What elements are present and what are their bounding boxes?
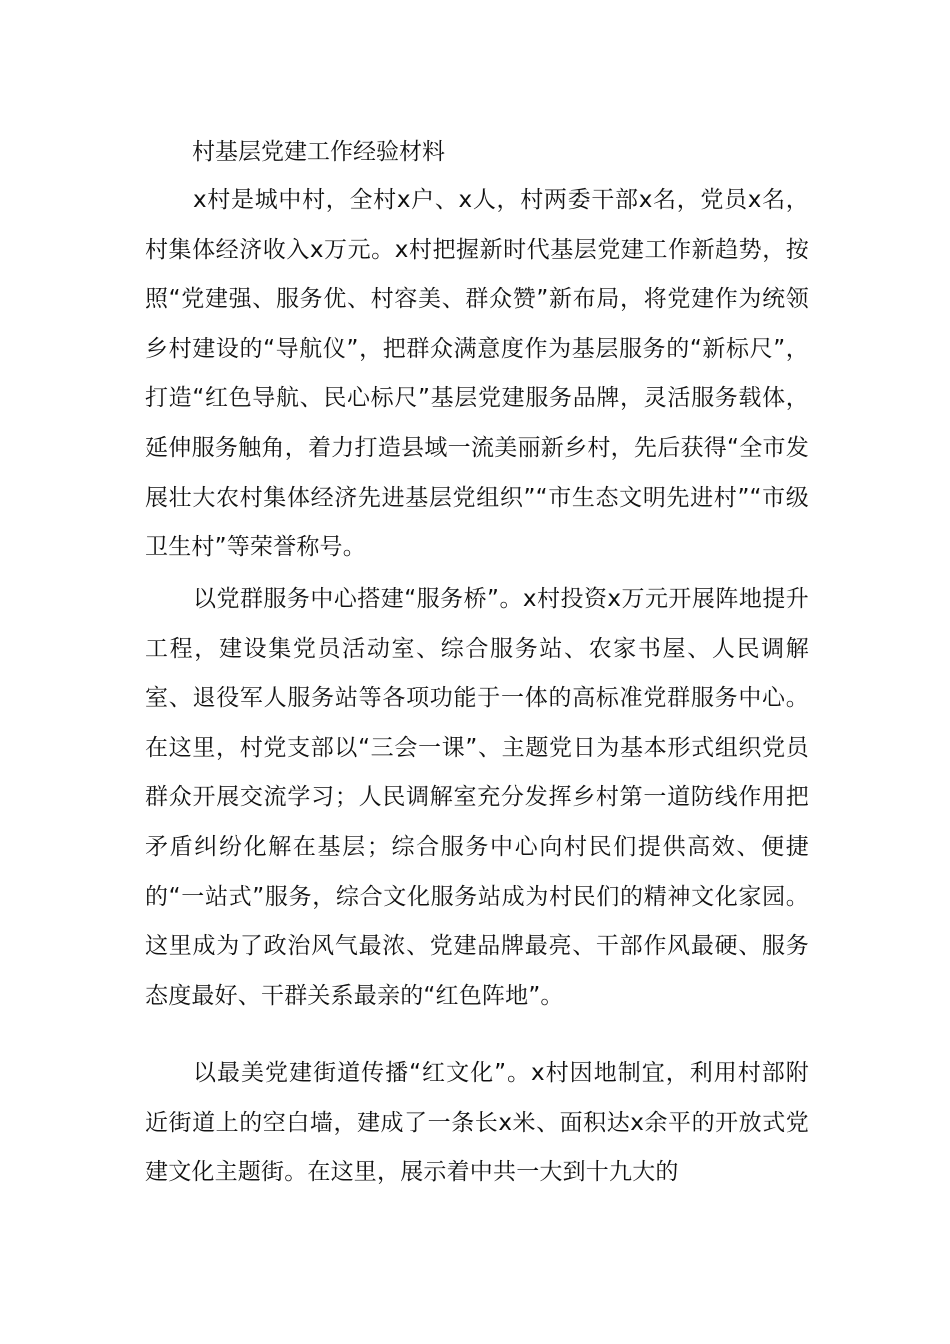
paragraph-intro: x村是城中村，全村x户、x人，村两委干部x名，党员x名，村集体经济收入x万元。x村把握新时代基层党建工作新趋势，按照“党建强、服务优、村容美、群众赞”新布局，将党建作为统领乡村建设的“导航仪”，把群众满意度作为基层服务的“新标尺”，打造“红色导航、民心标尺”基层党建服务品牌，灵活服务载体，延伸服务触角，着力打造县域一流美丽新乡村，先后获得“全市发展壮大农村集体经济先进基层党组织”“市生态文明先进村”“市级卫生村”等荣誉称号。 [145,187,809,561]
paragraph-service-center: 以党群服务中心搭建“服务桥”。x村投资x万元开展阵地提升工程，建设集党员活动室、综合服务站、农家书屋、人民调解室、退役军人服务站等各项功能于一体的高标准党群服务中心。在这里，村党支部以“三会一课”、主题党日为基本形式组织党员群众开展交流学习；人民调解室充分发挥乡村第一道防线作用把矛盾纠纷化解在基层；综合服务中心向村民们提供高效、便捷的“一站式”服务，综合文化服务站成为村民们的精神文化家园。这里成为了政治风气最浓、党建品牌最亮、干部作风最硬、服务态度最好、干群关系最亲的“红色阵地”。 [145,586,809,1009]
paragraph-culture-street: 以最美党建街道传播“红文化”。x村因地制宜，利用村部附近街道上的空白墙，建成了一条长x米、面积达x余平的开放式党建文化主题街。在这里，展示着中共一大到十九大的 [145,1060,809,1186]
document-title: 村基层党建工作经验材料 [192,139,445,165]
